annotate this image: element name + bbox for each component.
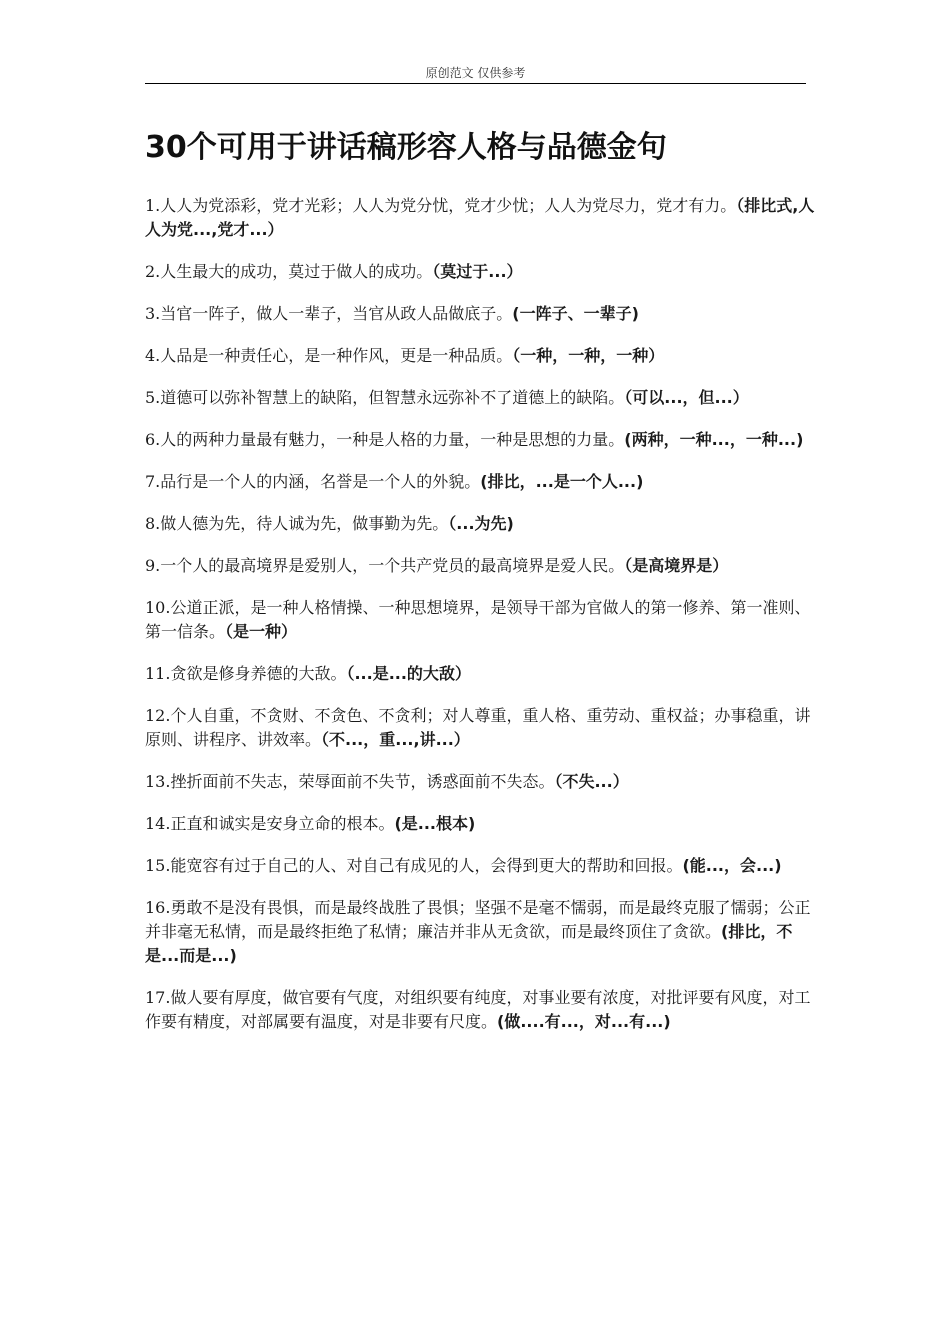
list-item: 3.当官一阵子，做人一辈子，当官从政人品做底子。(一阵子、一辈子) bbox=[145, 304, 639, 323]
list-item: 7.品行是一个人的内涵，名誉是一个人的外貌。(排比，...是一个人...) bbox=[145, 472, 644, 491]
page-header: 原创范文 仅供参考 bbox=[425, 66, 526, 80]
list-item: 14.正直和诚实是安身立命的根本。(是...根本) bbox=[145, 814, 476, 833]
list-item: 2.人生最大的成功，莫过于做人的成功。（莫过于...） bbox=[145, 262, 523, 281]
header-rule bbox=[145, 83, 806, 84]
list-item: 8.做人德为先，待人诚为先，做事勤为先。（...为先) bbox=[145, 514, 514, 533]
list-item: 10.公道正派，是一种人格情操、一种思想境界，是领导干部为官做人的第一修养、第一准则、第一信条。（是一种） bbox=[145, 598, 811, 641]
list-item: 9.一个人的最高境界是爱别人，一个共产党员的最高境界是爱人民。（是高境界是） bbox=[145, 556, 729, 575]
list-item: 1.人人为党添彩，党才光彩；人人为党分忧，党才少忧；人人为党尽力，党才有力。（排比式,人人为党...,党才...） bbox=[145, 196, 815, 239]
quote-list bbox=[145, 194, 825, 1052]
list-item: 12.个人自重，不贪财、不贪色、不贪利；对人尊重，重人格、重劳动、重权益；办事稳重，讲原则、讲程序、讲效率。（不...，重...,讲...） bbox=[145, 706, 811, 749]
list-item: 6.人的两种力量最有魅力，一种是人格的力量，一种是思想的力量。(两种，一种...，一种...) bbox=[145, 430, 804, 449]
list-item: 4.人品是一种责任心，是一种作风，更是一种品质。（一种，一种，一种） bbox=[145, 346, 665, 365]
list-item: 13.挫折面前不失志，荣辱面前不失节，诱惑面前不失态。（不失...） bbox=[145, 772, 629, 791]
list-item: 11.贪欲是修身养德的大敌。（...是...的大敌） bbox=[145, 664, 471, 683]
list-item: 15.能宽容有过于自己的人、对自己有成见的人，会得到更大的帮助和回报。(能...，会...) bbox=[145, 856, 782, 875]
list-item: 17.做人要有厚度，做官要有气度，对组织要有纯度，对事业要有浓度，对批评要有风度，对工作要有精度，对部属要有温度，对是非要有尺度。(做....有...，对...有...) bbox=[145, 988, 811, 1031]
list-item: 16.勇敢不是没有畏惧，而是最终战胜了畏惧；坚强不是毫不懦弱，而是最终克服了懦弱；公正并非毫无私情，而是最终拒绝了私情；廉洁并非从无贪欲，而是最终顶住了贪欲。(排比，不是...而是...) bbox=[145, 898, 811, 965]
list-item: 5.道德可以弥补智慧上的缺陷，但智慧永远弥补不了道德上的缺陷。（可以...，但...） bbox=[145, 388, 749, 407]
document-title: 30个可用于讲话稿形容人格与品德金句 bbox=[145, 130, 667, 165]
